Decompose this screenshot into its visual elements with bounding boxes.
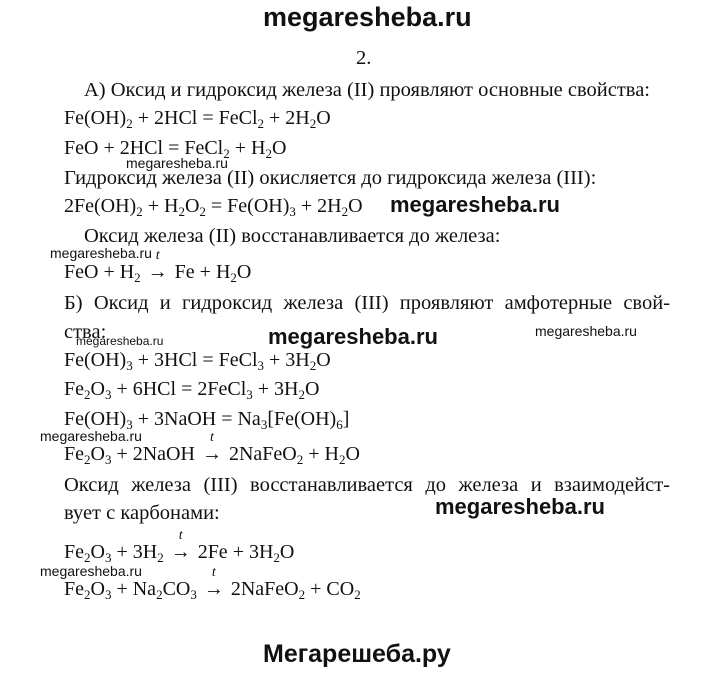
- section-a-oxidation-intro: Гидроксид железа (II) окисляется до гидроксида железа (III):: [64, 167, 597, 189]
- equation-9: $Fe_2O_3 + 3H_2$ t → $2Fe + 3H_2O$: [64, 540, 294, 564]
- watermark: megaresheba.ru: [126, 155, 228, 171]
- equation-2: FeO + 2HCl = FeCl$_2$ + $H_2O$: [64, 137, 287, 161]
- equation-4: FeO + $H_2$ t → $Fe + H_2O$: [64, 260, 251, 284]
- equation-8: $Fe_2O_3$ + 2NaOH t → 2NaFeO$_2$ + $H_2O$: [64, 442, 360, 466]
- watermark: megaresheba.ru: [40, 428, 142, 444]
- problem-number: 2.: [356, 47, 372, 69]
- watermark: megaresheba.ru: [40, 563, 142, 579]
- watermark: megaresheba.ru: [390, 192, 560, 217]
- section-a-reduction-intro: Оксид железа (II) восстанавливается до железа:: [84, 225, 501, 247]
- equation-10: $Fe_2O_3 + Na_2CO_3$ t → 2NaFeO$_2$ + $CO_2$: [64, 577, 361, 601]
- section-b-reduction-intro: Оксид железа (III) восстанавливается до железа и взаимодейст-: [64, 474, 670, 496]
- section-a-intro: А) Оксид и гидроксид железа (II) проявляют основные свойства:: [84, 79, 650, 101]
- arrow-label: t: [210, 430, 214, 445]
- watermark: megaresheba.ru: [268, 324, 438, 349]
- watermark: megaresheba.ru: [535, 323, 637, 339]
- watermark: megaresheba.ru: [435, 494, 605, 519]
- watermark: megaresheba.ru: [50, 245, 152, 261]
- equation-7: $Fe(OH)_3$ + 3NaOH = $Na_3[Fe(OH)_6]$: [64, 408, 350, 432]
- watermark: megaresheba.ru: [76, 334, 164, 348]
- arrow-label: t: [178, 528, 183, 543]
- equation-5: $Fe(OH)_3 + 3HCl$ = FeCl$_3$ + $3H_2O$: [64, 349, 331, 373]
- arrow-label: t: [211, 565, 216, 580]
- arrow-label: t: [155, 248, 160, 263]
- site-header: megaresheba.ru: [263, 2, 472, 32]
- section-b-intro-cont: ства:: [64, 321, 107, 343]
- section-b-reduction-intro-cont: вует с карбонами:: [64, 502, 220, 524]
- equation-3: $2Fe(OH)_2 + H_2O_2 = Fe(OH)_3 + 2H_2O$: [64, 195, 363, 219]
- section-b-intro: Б) Оксид и гидроксид железа (III) проявляют амфотерные свой-: [64, 292, 670, 314]
- site-footer: Мегарешеба.ру: [263, 640, 451, 668]
- equation-6: $Fe_2O_3 + 6HCl$ = 2FeCl$_3$ + $3H_2O$: [64, 378, 320, 402]
- equation-1: $Fe(OH)_2 + 2HCl$ = FeCl$_2$ + $2H_2O$: [64, 107, 331, 131]
